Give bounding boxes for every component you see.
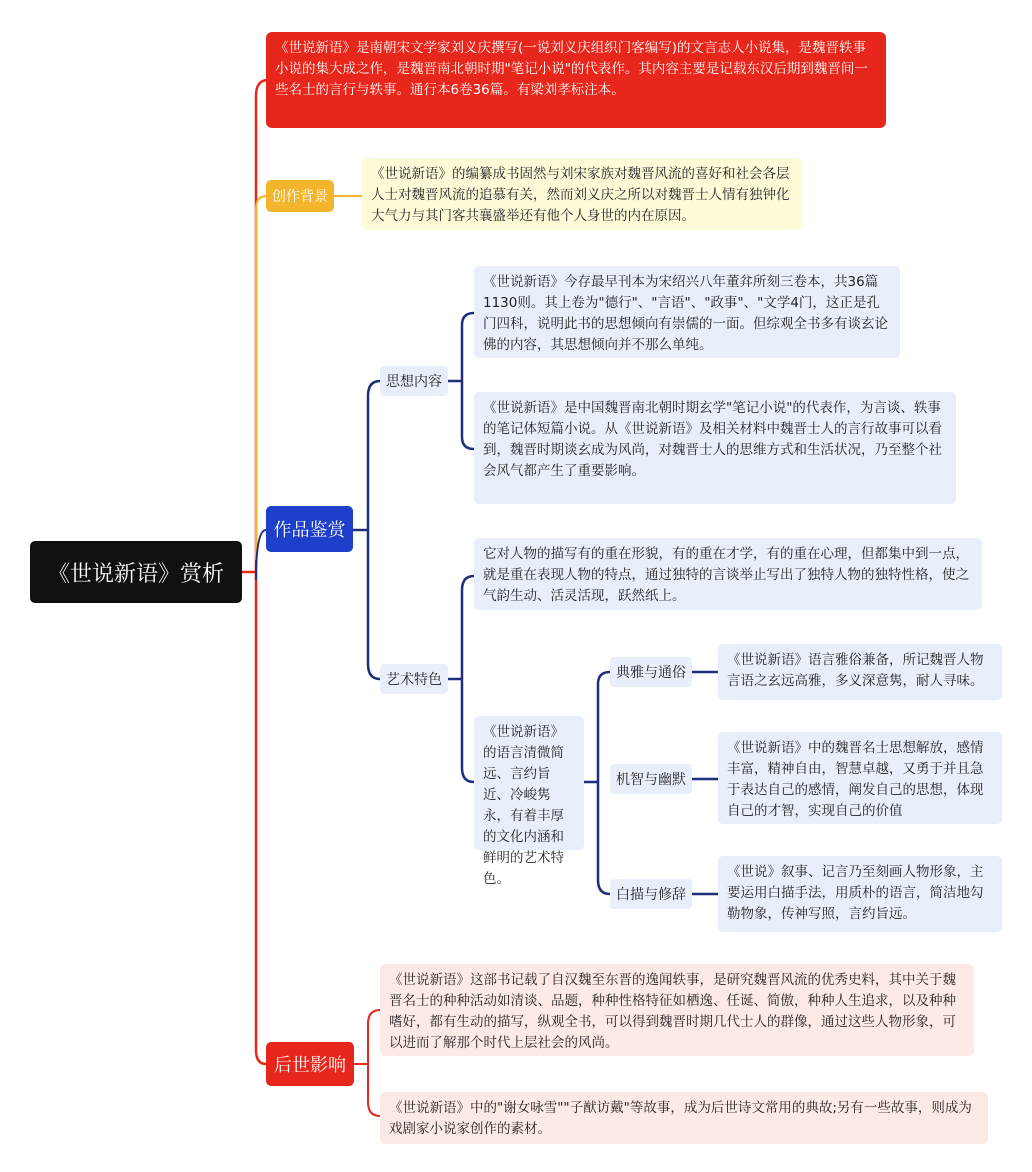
thought-label: 思想内容: [386, 374, 442, 390]
thought-item-2-text: 《世说新语》是中国魏晋南北朝时期玄学"笔记小说"的代表作，为言谈、轶事的笔记体短篇小说。从《世说新语》及相关材料中魏晋士人的言行故事可以看到，魏晋时期谈玄成为风尚，对魏晋士人的思维方式和生活状况，乃至整个社会风气都产生了重要影响。: [483, 400, 942, 479]
thought-item-1-text: 《世说新语》今存最早刊本为宋绍兴八年董弅所刻三卷本，共36篇1130则。其上卷为"德行"、"言语"、"政事"、"文学4门，这正是孔门四科，说明此书的思想倾向有崇儒的一面。但综观全书多有谈玄论佛的内容，其思想倾向并不那么单纯。: [483, 274, 888, 353]
root-node: [30, 541, 242, 603]
background-text-box: [362, 158, 802, 230]
influence-node: [266, 1042, 354, 1086]
art-description-box: [474, 538, 982, 610]
background-label: 创作背景: [272, 189, 328, 205]
influence-item-2-text: 《世说新语》中的"谢女咏雪""子猷访戴"等故事，成为后世诗文常用的典故;另有一些故事，则成为戏剧家小说家创作的素材。: [389, 1100, 972, 1137]
feature-text-3: 《世说》叙事、记言乃至刻画人物形象，主要运用白描手法，用质朴的语言，简洁地勾勒物象，传神写照，言约旨远。: [727, 864, 984, 922]
appreciation-node: [266, 506, 353, 552]
thought-item-1: [474, 266, 900, 358]
root-label: 《世说新语》赏析: [47, 561, 224, 587]
influence-item-1: [380, 964, 974, 1056]
feature-text-box-2: [718, 732, 1002, 824]
background-node: [266, 180, 334, 212]
influence-label: 后世影响: [274, 1055, 346, 1076]
influence-item-1-text: 《世说新语》这部书记载了自汉魏至东晋的逸闻轶事，是研究魏晋风流的优秀史料，其中关于魏晋名士的种种活动如清谈、品题，种种性格特征如栖逸、任诞、简傲，种种人生追求，以及种种嗜好，都有生动的描写，纵观全书，可以得到魏晋时期几代士人的群像，通过这些人物形象，可以进而了解那个时代上层社会的风尚。: [389, 972, 956, 1051]
feature-node-3: [610, 879, 692, 909]
art-node: [380, 664, 448, 694]
feature-text-box-3: [718, 856, 1002, 932]
feature-label-3: 白描与修辞: [616, 887, 686, 903]
intro-text: 《世说新语》是南朝宋文学家刘义庆撰写(一说刘义庆组织门客编写)的文言志人小说集，是魏晋轶事小说的集大成之作，是魏晋南北朝时期"笔记小说"的代表作。其内容主要是记载东汉后期到魏晋间一些名士的言行与轶事。通行本6卷36篇。有梁刘孝标注本。: [275, 40, 868, 98]
feature-node-2: [610, 764, 692, 794]
feature-text-box-1: [718, 644, 1002, 700]
feature-text-2: 《世说新语》中的魏晋名士思想解放，感情丰富，精神自由，智慧卓越，又勇于并且急于表达自己的感情，阐发自己的思想，体现自己的才智，实现自己的价值: [727, 740, 984, 819]
thought-item-2: [474, 392, 956, 504]
appreciation-label: 作品鉴赏: [273, 520, 346, 541]
art-language-box: [474, 716, 584, 887]
feature-label-1: 典雅与通俗: [616, 665, 686, 681]
thought-node: [380, 366, 448, 396]
feature-node-1: [610, 657, 692, 687]
feature-label-2: 机智与幽默: [616, 772, 686, 788]
art-description-text: 它对人物的描写有的重在形貌，有的重在才学，有的重在心理，但都集中到一点，就是重在表现人物的特点，通过独特的言谈举止写出了独特人物的独特性格，使之气韵生动、活灵活现，跃然纸上。: [483, 546, 969, 604]
background-text: 《世说新语》的编纂成书固然与刘宋家族对魏晋风流的喜好和社会各层人士对魏晋风流的追慕有关，然而刘义庆之所以对魏晋士人情有独钟化大气力与其门客共襄盛举还有他个人身世的内在原因。: [371, 166, 790, 224]
feature-text-1: 《世说新语》语言雅俗兼备，所记魏晋人物言语之玄远高雅，多义深意隽，耐人寻味。: [727, 652, 984, 689]
intro-box: [266, 32, 886, 128]
art-label: 艺术特色: [386, 672, 442, 688]
influence-item-2: [380, 1092, 988, 1144]
art-language-text: 《世说新语》的语言清微简远、言约旨近、冷峻隽永，有着丰厚的文化内涵和鲜明的艺术特色。: [483, 724, 564, 887]
